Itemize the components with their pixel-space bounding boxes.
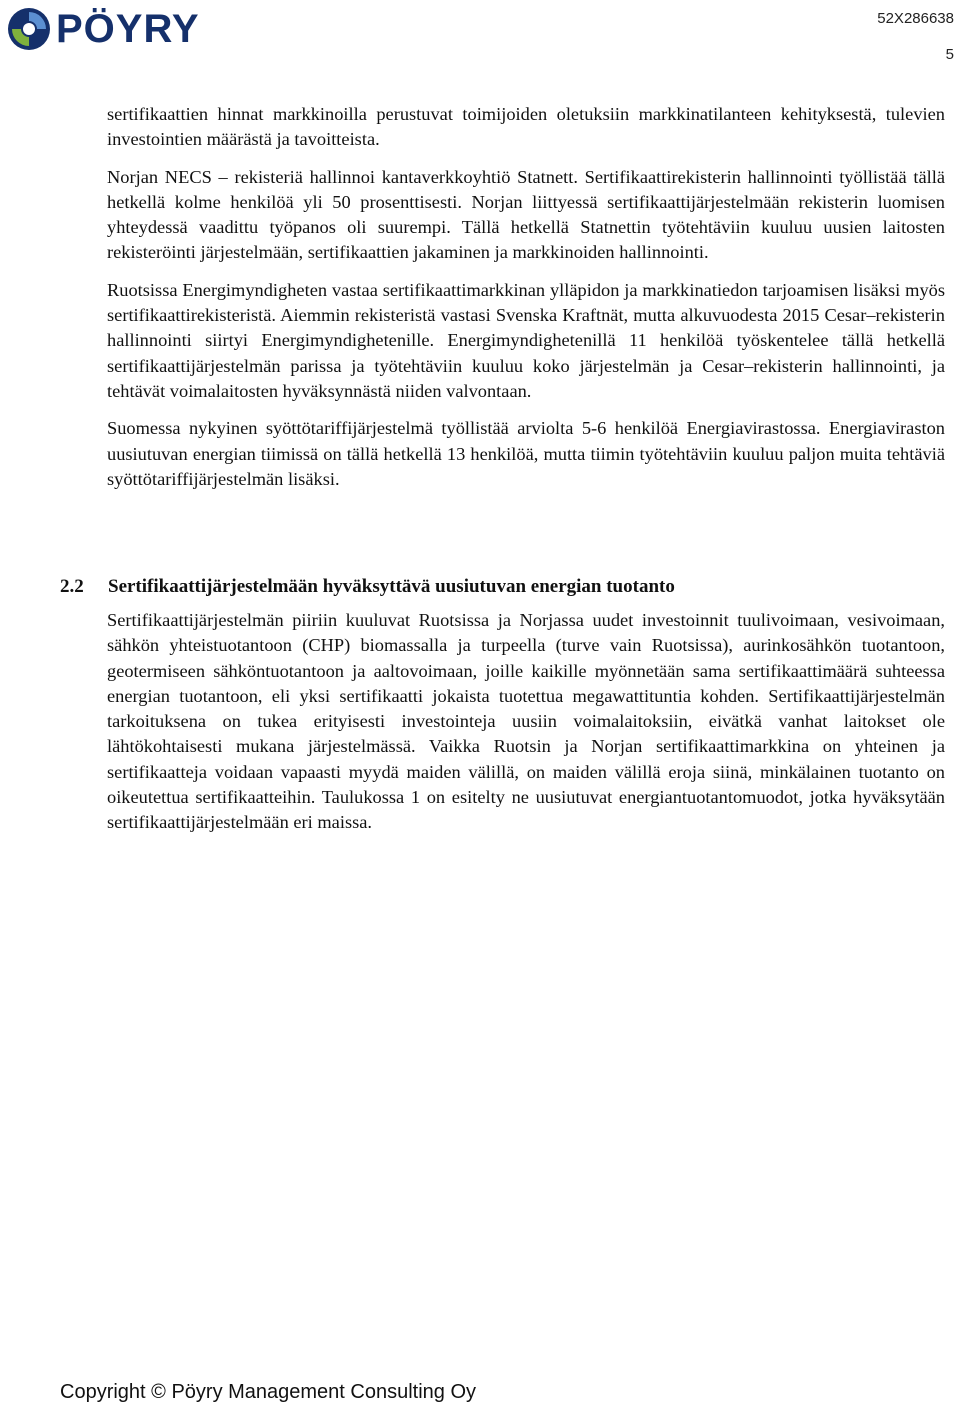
section-title: Sertifikaattijärjestelmään hyväksyttävä uusiutuvan energian tuotanto [108, 576, 675, 597]
poyry-logo-icon [6, 6, 52, 52]
section-number: 2.2 [60, 576, 84, 597]
logo-wordmark: PÖYRY [56, 7, 200, 51]
footer-copyright: Copyright © Pöyry Management Consulting Oy [60, 1381, 477, 1403]
body-text [107, 102, 945, 504]
section-heading [60, 574, 945, 600]
paragraph: Ruotsissa Energimyndigheten vastaa sertifikaattimarkkinan ylläpidon ja markkinatiedon tarjoamisen lisäksi myös sertifikaattirekisteristä. Aiemmin rekisteristä vastasi Svenska Kraftnät, mutta alkuvuodesta 2015 Cesar–rekisterin hallinnointi siirtyi Energimyndighetenille. Energimyndighetenillä 11 henkilöä työskentelee tällä hetkellä sertifikaattijärjestelmän parissa ja työtehtäviin kuuluu koko järjestelmän ja Cesar–rekisterin hallinnointi, ja tehtävät voimalaitosten hyväksynnästä niiden valvontaan. [107, 279, 945, 401]
paragraph: sertifikaattien hinnat markkinoilla perustuvat toimijoiden oletuksiin markkinatilanteen kehityksestä, tulevien investointien määrästä ja tavoitteista. [107, 104, 945, 150]
document-id: 52X286638 [877, 10, 954, 27]
paragraph: Norjan NECS – rekisteriä hallinnoi kantaverkkoyhtiö Statnett. Sertifikaattirekisterin hallinnointi työllistää tällä hetkellä kolme henkilöä yli 50 prosenttisesti. Norjan liittyessä sertifikaattijärjestelmään rekisterin luomisen yhteydessä vaadittu työpanos oli suurempi. Tällä hetkellä Statnettin työtehtäviin kuuluu uusien laitosten rekisteröinti järjestelmään, sertifikaattien jakaminen ja markkinoiden hallinnointi. [107, 166, 945, 263]
paragraph: Suomessa nykyinen syöttötariffijärjestelmä työllistää arviolta 5-6 henkilöä Energiavirastossa. Energiaviraston uusiutuvan energian tiimissä on tällä hetkellä 13 henkilöä, mutta tiimin työtehtäviin kuuluu paljon muita tehtäviä syöttötariffijärjestelmän lisäksi. [107, 418, 945, 489]
company-logo [6, 6, 200, 52]
page-number: 5 [945, 46, 954, 63]
section-paragraph: Sertifikaattijärjestelmän piiriin kuuluvat Ruotsissa ja Norjassa uudet investoinnit tuulivoimaan, vesivoimaan, sähkön yhteistuotantoon (CHP) biomassalla ja turpeella (turve vain Ruotsissa), aurinkosähkön tuotantoon, geotermiseen sähköntuotantoon ja aaltovoimaan, joille kaikille myönnetään sama sertifikaattimäärä suhteessa energian tuotantoon, eli yksi sertifikaatti jokaista tuotettua megawattituntia kohden. Sertifikaattijärjestelmän tarkoituksena on tukea erityisesti investointeja uusiin voimalaitoksiin, eivätkä vanhat laitokset ole lähtökohtaisesti mukana järjestelmässä. Vaikka Ruotsin ja Norjan sertifikaattimarkkina on yhteinen ja sertifikaatteja voidaan vapaasti myydä maiden välillä, on maiden välillä eroja siinä, minkälainen tuotanto on oikeutettua sertifikaatteihin. Taulukossa 1 on esitelty ne uusiutuvat energiantuotantomuodot, jotka hyväksytään sertifikaattijärjestelmään eri maissa. [107, 610, 945, 833]
